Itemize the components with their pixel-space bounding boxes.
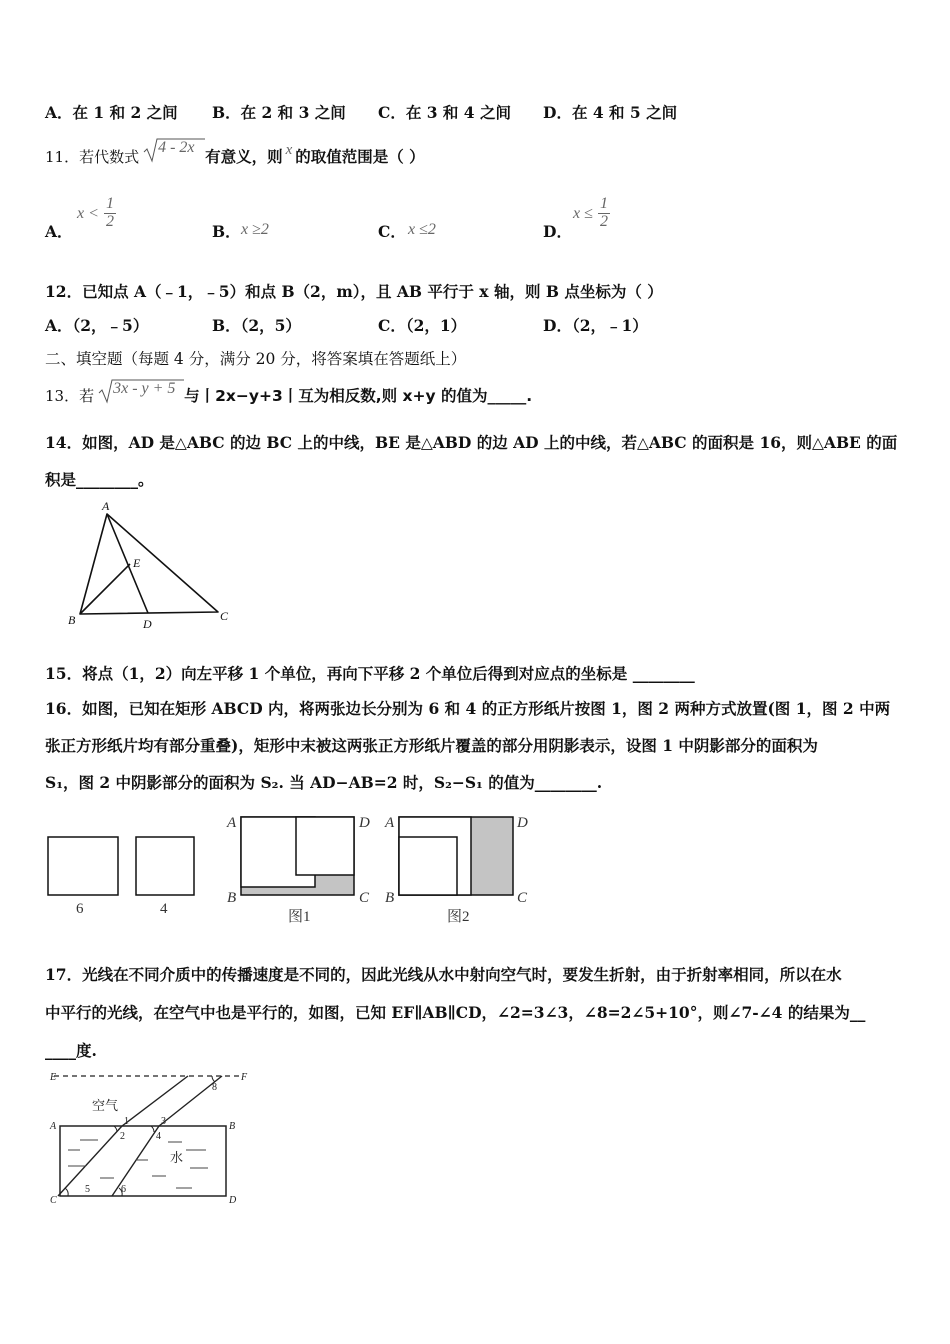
- q11-option-c-label: C．: [378, 222, 406, 241]
- fraction: [104, 196, 116, 231]
- refraction-figure: [40, 1066, 260, 1206]
- label-b-fig1: B: [227, 890, 237, 906]
- label-c: C: [50, 1195, 57, 1206]
- label-d-fig2: D: [517, 815, 528, 831]
- fraction: [598, 196, 610, 231]
- fraction-denominator: 2: [106, 212, 114, 230]
- figure-1: [241, 817, 354, 895]
- q14-line1: 14．如图，AD 是△ABC 的边 BC 上的中线，BE 是△ABD 的边 AD 上的中线，若△ABC 的面积是 16，则△ABE 的面: [45, 433, 898, 452]
- q11-tail: 的取值范围是（ ）: [295, 147, 425, 166]
- angle-2: 2: [120, 1131, 125, 1142]
- label-a: A: [50, 1121, 57, 1132]
- q10-option-a: A．在 1 和 2 之间: [45, 103, 178, 122]
- label-d: D: [229, 1195, 237, 1206]
- q13-stem: [45, 380, 533, 410]
- q10-option-b: B．在 2 和 3 之间: [212, 103, 346, 122]
- angle-4: 4: [156, 1131, 161, 1142]
- fraction-numerator: 1: [106, 195, 114, 212]
- q11-radical: [143, 137, 205, 163]
- square-4-fig1: [296, 817, 354, 875]
- label-b-fig2: B: [385, 890, 395, 906]
- segment-ad: [107, 514, 148, 613]
- q11-stem: [45, 139, 425, 171]
- label-a-fig1: A: [227, 815, 237, 831]
- q11-number: 11．若代数式: [45, 148, 140, 166]
- label-air: 空气: [92, 1098, 119, 1113]
- q16-line1: 16．如图，已知在矩形 ABCD 内，将两张边长分别为 6 和 4 的正方形纸片按图 1，图 2 两种方式放置(图 1，图 2 中两: [45, 699, 891, 718]
- fraction-numerator: 1: [599, 195, 608, 212]
- fraction-denominator: 2: [599, 212, 608, 230]
- q13-radicand: 3x - y + 5: [113, 380, 176, 397]
- label-d: D: [143, 617, 152, 631]
- q15-stem: 15．将点（1，2）向左平移 1 个单位，再向下平移 2 个单位后得到对应点的坐标是 ________: [45, 664, 695, 683]
- q11-option-a-lhs: x <: [77, 204, 99, 222]
- q11-option-d-lhs: x ≤: [573, 204, 593, 222]
- q17-line1: 17．光线在不同介质中的传播速度是不同的，因此光线从水中射向空气时，要发生折射，由于折射率相同，所以在水: [45, 965, 842, 984]
- q17-line3: ____度.: [45, 1041, 97, 1060]
- label-a-fig2: A: [385, 815, 395, 831]
- label-c: C: [220, 609, 229, 623]
- squares-figure: [40, 805, 550, 930]
- label-water: 水: [170, 1150, 184, 1165]
- q12-option-d: D．（2，﹣1）: [543, 316, 648, 335]
- triangle-figure: [60, 500, 250, 635]
- triangle-abc: [80, 514, 218, 614]
- angle-3: 3: [161, 1116, 166, 1127]
- q12-stem: 12．已知点 A（﹣1，﹣5）和点 B（2，m），且 AB 平行于 x 轴，则 B 点坐标为（ ）: [45, 282, 663, 301]
- q16-line2: 张正方形纸片均有部分重叠)，矩形中末被这两张正方形纸片覆盖的部分用阴影表示，设图 1 中阴影部分的面积为: [45, 736, 818, 755]
- label-f: F: [241, 1072, 248, 1083]
- label-fig2: 图2: [447, 909, 470, 925]
- q13-prefix: 13．若: [45, 387, 95, 405]
- ray-1-air: [122, 1076, 188, 1126]
- q10-option-d: D．在 4 和 5 之间: [543, 103, 678, 122]
- q14-line2: 积是________。: [45, 470, 154, 489]
- q11-option-d-label: D．: [543, 222, 572, 241]
- q11-option-b: x ≥2: [241, 221, 269, 238]
- water-marks: [68, 1140, 208, 1188]
- angle-6: 6: [121, 1184, 126, 1195]
- q11-var: x: [285, 142, 293, 158]
- angle-5: 5: [85, 1184, 90, 1195]
- label-b: B: [229, 1121, 236, 1132]
- label-c-fig1: C: [359, 890, 370, 906]
- q11-option-b-label: B．: [212, 222, 241, 241]
- square-4: [136, 837, 194, 895]
- square-6: [48, 837, 118, 895]
- label-fig1: 图1: [288, 909, 311, 925]
- figure-2: [399, 817, 513, 895]
- q12-option-c: C．（2，1）: [378, 316, 467, 335]
- angle-1: 1: [124, 1116, 129, 1127]
- q11-option-d: [573, 196, 610, 231]
- q11-radicand: 4 - 2x: [158, 139, 195, 156]
- q12-option-b: B．（2，5）: [212, 316, 301, 335]
- q17-line2: 中平行的光线，在空气中也是平行的，如图，已知 EF∥AB∥CD，∠2=3∠3，∠8=2∠5+10°，则∠7-∠4 的结果为__: [45, 1003, 866, 1022]
- q16-line3: S₁，图 2 中阴影部分的面积为 S₂. 当 AD−AB=2 时，S₂−S₁ 的值为________.: [45, 773, 603, 792]
- q13-radical: [98, 378, 184, 404]
- label-six: 6: [76, 901, 84, 917]
- square-4-fig2: [399, 837, 457, 895]
- label-four: 4: [160, 901, 168, 917]
- q13-suffix: 与丨2x−y+3丨互为相反数,则 x+y 的值为_____.: [184, 387, 533, 405]
- label-c-fig2: C: [517, 890, 528, 906]
- label-e: E: [50, 1072, 57, 1083]
- label-e: E: [133, 556, 141, 570]
- q11-mid: 有意义，则: [205, 147, 283, 166]
- angle-8: 8: [212, 1082, 217, 1093]
- q12-option-a: A．（2，﹣5）: [45, 316, 149, 335]
- section-heading: 二、填空题（每题 4 分，满分 20 分，将答案填在答题纸上）: [45, 350, 467, 368]
- ray-1-water: [58, 1126, 122, 1196]
- label-a: A: [102, 500, 110, 513]
- label-d-fig1: D: [359, 815, 370, 831]
- q10-option-c: C．在 3 和 4 之间: [378, 103, 511, 122]
- q11-option-a-label: A．: [45, 222, 73, 241]
- q11-option-a: [77, 196, 116, 231]
- label-b: B: [68, 613, 76, 627]
- q11-option-c: x ≤2: [408, 221, 436, 238]
